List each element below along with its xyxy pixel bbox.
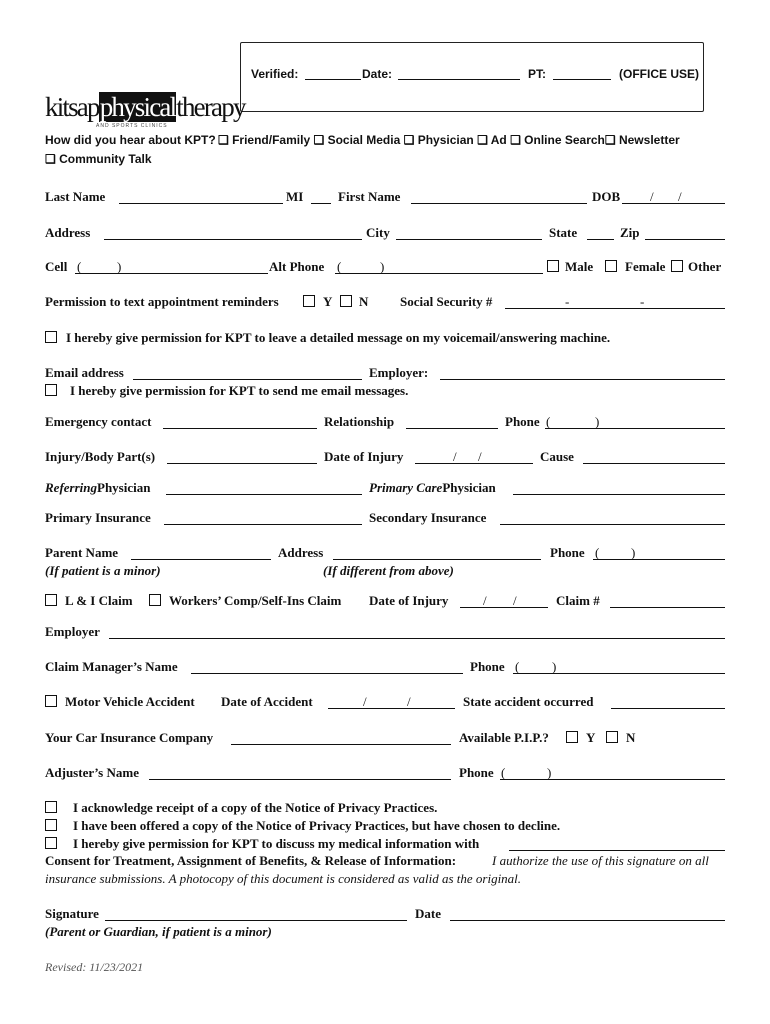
hear-option-social[interactable]: ❑ Social Media — [313, 133, 401, 147]
parent-paren-close: ) — [631, 545, 636, 560]
employer-label: Employer — [45, 624, 100, 639]
ack-privacy-declined-checkbox[interactable] — [45, 819, 57, 831]
referring-physician-label: Referring Physician — [45, 480, 151, 495]
ack-privacy-received-label: I acknowledge receipt of a copy of the Notice of Privacy Practices. — [73, 800, 438, 815]
pip-no-checkbox[interactable] — [606, 731, 618, 743]
address-label: Address — [45, 225, 91, 240]
pip-label: Available P.I.P.? — [459, 730, 549, 745]
kpt-logo — [45, 92, 245, 122]
dob-slash-1: / — [650, 189, 654, 204]
employer-field-top[interactable] — [440, 365, 725, 380]
last-name-field[interactable] — [119, 189, 283, 204]
cm-paren-close: ) — [552, 659, 557, 674]
date-of-accident-field[interactable] — [328, 694, 455, 709]
male-label: Male — [565, 259, 594, 274]
cause-label: Cause — [540, 449, 574, 464]
claim-number-label: Claim # — [556, 593, 600, 608]
logo-word-therapy: therapy — [176, 92, 245, 122]
hear-question — [45, 133, 216, 147]
emergency-contact-label: Emergency contact — [45, 414, 152, 429]
office-use-row — [251, 67, 298, 81]
cell-paren-open: ( — [77, 259, 82, 274]
car-insurance-label: Your Car Insurance Company — [45, 730, 214, 745]
parent-address-label: Address — [278, 545, 324, 560]
li-claim-checkbox[interactable] — [45, 594, 57, 606]
claim-manager-field[interactable] — [191, 659, 463, 674]
claim-manager-label: Claim Manager’s Name — [45, 659, 178, 674]
signature-note: (Parent or Guardian, if patient is a minor) — [45, 924, 272, 939]
cm-paren-open: ( — [515, 659, 520, 674]
parent-address-field[interactable] — [333, 545, 541, 560]
hear-option-community[interactable]: ❑ Community Talk — [45, 152, 152, 166]
ack-privacy-received-checkbox[interactable] — [45, 801, 57, 813]
state-label: State — [549, 225, 578, 240]
pip-yes-label: Y — [586, 730, 596, 745]
logo-word-physical: physical — [99, 92, 176, 122]
office-use-label: (OFFICE USE) — [619, 67, 699, 81]
if-minor-note: (If patient is a minor) — [45, 563, 161, 578]
secondary-insurance-field[interactable] — [500, 510, 725, 525]
adjuster-label: Adjuster’s Name — [45, 765, 139, 780]
consent-text-1: I authorize the use of this signature on all — [492, 853, 709, 868]
text-yes-checkbox[interactable] — [303, 295, 315, 307]
hear-option-newsletter[interactable]: ❑ Newsletter — [604, 133, 680, 147]
doa-slash-1: / — [363, 694, 367, 709]
hear-option-online[interactable]: ❑ Online Search — [510, 133, 605, 147]
mva-label: Motor Vehicle Accident — [65, 694, 195, 709]
if-different-note: (If different from above) — [323, 563, 454, 578]
cell-label: Cell — [45, 259, 68, 274]
injury-body-part-label: Injury/Body Part(s) — [45, 449, 156, 464]
city-field[interactable] — [396, 225, 542, 240]
ssn-dash-2: - — [640, 294, 645, 309]
city-label: City — [366, 225, 390, 240]
hear-question-label: How did you hear about KPT? — [45, 133, 216, 147]
male-checkbox[interactable] — [547, 260, 559, 272]
doa-slash-2: / — [407, 694, 411, 709]
consent-text-2: insurance submissions. A photocopy of this document is considered as valid as the original. — [45, 871, 522, 886]
claim-date-of-injury-field[interactable] — [460, 593, 548, 608]
car-insurance-field[interactable] — [231, 730, 451, 745]
first-name-label: First Name — [338, 189, 401, 204]
parent-phone-label: Phone — [550, 545, 585, 560]
email-field[interactable] — [133, 365, 362, 380]
pt-label: PT: — [528, 67, 546, 81]
female-label: Female — [625, 259, 666, 274]
alt-phone-field[interactable] — [335, 259, 543, 274]
relationship-field[interactable] — [406, 414, 498, 429]
text-no-checkbox[interactable] — [340, 295, 352, 307]
hear-option-physician[interactable]: ❑ Physician — [403, 133, 474, 147]
signature-field[interactable] — [105, 906, 407, 921]
hear-options — [218, 133, 680, 147]
injury-body-part-field[interactable] — [167, 449, 317, 464]
claim-date-of-injury-label: Date of Injury — [369, 593, 449, 608]
ack-discuss-field[interactable] — [509, 836, 725, 851]
emergency-contact-field[interactable] — [163, 414, 317, 429]
claim-slash-2: / — [513, 593, 517, 608]
relationship-label: Relationship — [324, 414, 395, 429]
ack-discuss-checkbox[interactable] — [45, 837, 57, 849]
parent-name-field[interactable] — [131, 545, 271, 560]
dob-field[interactable] — [622, 189, 725, 204]
date-of-accident-label: Date of Accident — [221, 694, 313, 709]
last-name-label: Last Name — [45, 189, 106, 204]
adjuster-field[interactable] — [149, 765, 451, 780]
primary-care-physician-field[interactable] — [513, 480, 725, 495]
cell-paren-close: ) — [117, 259, 122, 274]
primary-insurance-label: Primary Insurance — [45, 510, 151, 525]
ssn-label: Social Security # — [400, 294, 493, 309]
claim-number-field[interactable] — [610, 593, 725, 608]
pip-no-label: N — [626, 730, 636, 745]
mi-label: MI — [286, 189, 304, 204]
dob-label: DOB — [592, 189, 621, 204]
other-checkbox[interactable] — [671, 260, 683, 272]
address-field[interactable] — [104, 225, 362, 240]
office-date-line[interactable] — [398, 79, 520, 80]
text-permission-label: Permission to text appointment reminders — [45, 294, 279, 309]
office-date-label: Date: — [362, 67, 393, 81]
hear-option-friend[interactable]: ❑ Friend/Family — [218, 133, 311, 147]
referring-physician-field[interactable] — [166, 480, 362, 495]
dob-slash-2: / — [678, 189, 682, 204]
adj-paren-close: ) — [547, 765, 552, 780]
emergency-paren-close: ) — [595, 414, 600, 429]
voicemail-checkbox[interactable] — [45, 331, 57, 343]
text-no-label: N — [359, 294, 369, 309]
emergency-phone-field[interactable] — [545, 414, 725, 429]
verified-line[interactable] — [305, 79, 361, 80]
state-accident-field[interactable] — [611, 694, 725, 709]
date-of-injury-field[interactable] — [415, 449, 533, 464]
first-name-field[interactable] — [411, 189, 587, 204]
zip-field[interactable] — [645, 225, 725, 240]
parent-phone-field[interactable] — [593, 545, 725, 560]
date-of-injury-label: Date of Injury — [324, 449, 404, 464]
li-claim-label: L & I Claim — [65, 593, 133, 608]
female-checkbox[interactable] — [605, 260, 617, 272]
claim-manager-phone-label: Phone — [470, 659, 505, 674]
pt-line[interactable] — [553, 79, 611, 80]
text-yes-label: Y — [323, 294, 333, 309]
signature-date-label: Date — [415, 906, 441, 921]
employer-colon-label: Employer: — [369, 365, 429, 380]
adjuster-phone-field[interactable] — [500, 765, 725, 780]
secondary-insurance-label: Secondary Insurance — [369, 510, 487, 525]
cause-field[interactable] — [583, 449, 725, 464]
consent-heading: Consent for Treatment, Assignment of Benefits, & Release of Information: — [45, 853, 457, 868]
verified-label: Verified: — [251, 67, 299, 81]
primary-insurance-field[interactable] — [164, 510, 362, 525]
ssn-dash-1: - — [565, 294, 570, 309]
cell-field[interactable] — [75, 259, 268, 274]
zip-label: Zip — [620, 225, 640, 240]
signature-label: Signature — [45, 906, 99, 921]
signature-date-field[interactable] — [450, 906, 725, 921]
ssn-field[interactable] — [505, 294, 725, 309]
doi-slash-1: / — [453, 449, 457, 464]
alt-paren-close: ) — [380, 259, 385, 274]
workers-comp-checkbox[interactable] — [149, 594, 161, 606]
email-permission-checkbox[interactable] — [45, 384, 57, 396]
logo-word-kitsap: kitsap — [45, 92, 99, 122]
alt-phone-label: Alt Phone — [269, 259, 325, 274]
pip-yes-checkbox[interactable] — [566, 731, 578, 743]
claim-manager-phone-field[interactable] — [513, 659, 725, 674]
claim-slash-1: / — [483, 593, 487, 608]
parent-paren-open: ( — [595, 545, 600, 560]
revised-date: Revised: 11/23/2021 — [45, 960, 144, 974]
voicemail-permission-label: I hereby give permission for KPT to leave a detailed message on my voicemail/answering machine. — [66, 330, 611, 345]
parent-name-label: Parent Name — [45, 545, 119, 560]
state-accident-label: State accident occurred — [463, 694, 594, 709]
email-label: Email address — [45, 365, 124, 380]
emergency-paren-open: ( — [546, 414, 551, 429]
emergency-phone-label: Phone — [505, 414, 540, 429]
mi-field[interactable] — [311, 189, 331, 204]
other-label: Other — [688, 259, 722, 274]
ack-discuss-label: I hereby give permission for KPT to discuss my medical information with — [73, 836, 480, 851]
workers-comp-label: Workers’ Comp/Self-Ins Claim — [169, 593, 342, 608]
mva-checkbox[interactable] — [45, 695, 57, 707]
logo-tagline: AND SPORTS CLINICS — [96, 123, 168, 129]
email-permission-label: I hereby give permission for KPT to send me email messages. — [70, 383, 409, 398]
ack-privacy-declined-label: I have been offered a copy of the Notice of Privacy Practices, but have chosen to decline. — [73, 818, 561, 833]
employer-field[interactable] — [109, 624, 725, 639]
hear-option-ad[interactable]: ❑ Ad — [477, 133, 507, 147]
alt-paren-open: ( — [337, 259, 342, 274]
adjuster-phone-label: Phone — [459, 765, 494, 780]
adj-paren-open: ( — [501, 765, 506, 780]
doi-slash-2: / — [478, 449, 482, 464]
state-field[interactable] — [587, 225, 614, 240]
primary-care-physician-label: Primary Care Physician — [369, 480, 496, 495]
